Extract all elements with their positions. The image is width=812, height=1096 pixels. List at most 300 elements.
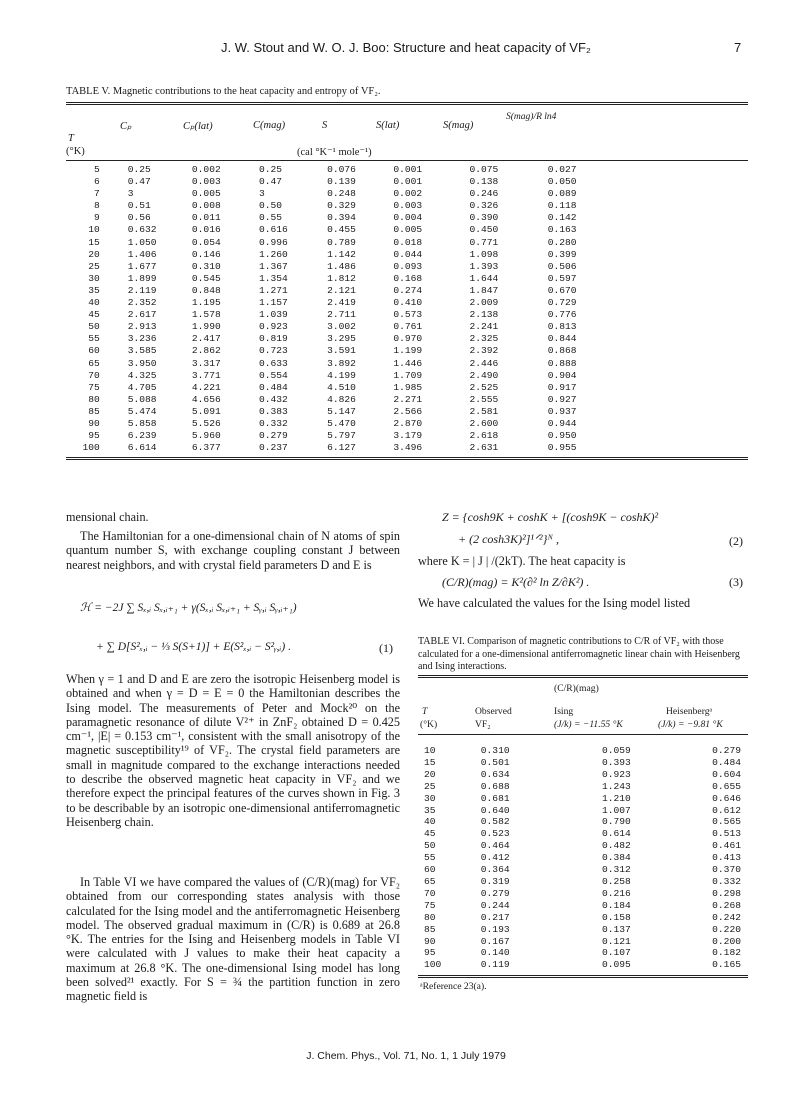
table-cell: 70 <box>88 369 100 381</box>
table-cell: 1.812 <box>327 272 356 284</box>
table6-bottom-rule-2 <box>418 977 748 978</box>
table-row <box>66 297 748 309</box>
table-cell: 6.377 <box>191 442 221 454</box>
table-cell: 1.899 <box>127 272 157 284</box>
table-cell: 0.004 <box>393 212 423 224</box>
table-cell: 0.140 <box>480 947 510 959</box>
table-cell: 0.280 <box>547 236 577 248</box>
t6-h-obs2: VF₂ <box>475 719 491 730</box>
table-row <box>418 912 748 924</box>
table-cell: 0.482 <box>601 840 631 852</box>
table-cell: 6.127 <box>327 442 356 454</box>
table-cell: 0.005 <box>393 224 423 236</box>
table-cell: 0.917 <box>547 381 577 393</box>
table-cell: 5.470 <box>327 417 356 429</box>
table-cell: 0.25 <box>258 164 282 175</box>
table-cell: 1.446 <box>393 357 423 369</box>
t5-h-t: T <box>68 133 74 144</box>
table-row <box>418 924 748 936</box>
table-cell: 2.617 <box>127 309 157 321</box>
table-cell: 5.797 <box>327 430 356 442</box>
table-cell: 0.001 <box>393 176 423 188</box>
table-cell: 3.892 <box>327 357 356 369</box>
table-cell: 1.354 <box>258 272 288 284</box>
table-cell: 2.870 <box>393 417 423 429</box>
table-cell: 0.093 <box>393 260 423 272</box>
table-cell: 2.417 <box>191 333 221 345</box>
table-cell: 5.858 <box>127 417 157 429</box>
table-cell: 0.137 <box>601 923 631 935</box>
table6-top-rule-2 <box>418 677 748 678</box>
table-cell: 1.243 <box>601 780 631 792</box>
table-cell: 95 <box>88 430 100 442</box>
table-cell: 0.089 <box>547 188 577 200</box>
table-cell: 80 <box>88 393 100 405</box>
eq2-line2: + (2 cosh3K)²]¹ᐟ²}ᴺ , <box>458 532 559 546</box>
table-row <box>66 212 748 224</box>
table-row <box>418 888 748 900</box>
table-cell: 45 <box>424 828 436 840</box>
table-cell: 1.039 <box>258 309 288 321</box>
table-row <box>418 793 748 805</box>
table-cell: 0.018 <box>393 236 423 248</box>
table-row <box>418 840 748 852</box>
table-row <box>418 757 748 769</box>
table-cell: 3.496 <box>393 442 423 454</box>
table-cell: 3.591 <box>327 345 356 357</box>
table-cell: 1.406 <box>127 248 157 260</box>
table-cell: 5.147 <box>327 405 356 417</box>
table-cell: 0.640 <box>480 804 510 816</box>
t5-unit-row: (cal °K⁻¹ mole⁻¹) <box>297 147 372 158</box>
table-cell: 0.003 <box>191 176 221 188</box>
table-cell: 0.001 <box>393 164 423 175</box>
table-cell: 0.237 <box>258 442 288 454</box>
t6-h-tunit: (°K) <box>420 719 438 730</box>
table-cell: 2.600 <box>469 417 499 429</box>
table-cell: 0.246 <box>469 188 499 200</box>
table-cell: 0.279 <box>712 745 741 756</box>
table-cell: 0.027 <box>547 164 577 175</box>
table-cell: 0.182 <box>712 947 741 959</box>
table-cell: 2.121 <box>327 284 356 296</box>
table-cell: 70 <box>424 887 436 899</box>
table-row <box>66 285 748 297</box>
table-cell: 0.413 <box>712 852 741 864</box>
table-cell: 0.008 <box>191 200 221 212</box>
table-cell: 0.095 <box>601 959 631 971</box>
table-cell: 0.432 <box>258 393 288 405</box>
table-cell: 3 <box>258 188 265 200</box>
table-cell: 5.088 <box>127 393 157 405</box>
table-cell: 25 <box>88 260 100 272</box>
table-cell: 0.394 <box>327 212 356 224</box>
table-cell: 0.670 <box>547 284 577 296</box>
table-row <box>418 781 748 793</box>
table-cell: 0.50 <box>258 200 282 212</box>
table-cell: 0.771 <box>469 236 499 248</box>
table-cell: 1.644 <box>469 272 499 284</box>
table-cell: 4.221 <box>191 381 221 393</box>
table-cell: 0.632 <box>127 224 157 236</box>
table-cell: 2.490 <box>469 369 499 381</box>
table-cell: 0.56 <box>127 212 151 224</box>
table-cell: 25 <box>424 780 436 792</box>
table-cell: 0.655 <box>712 780 741 792</box>
t5-h-cmag: C(mag) <box>253 120 286 131</box>
table-cell: 85 <box>424 923 436 935</box>
table-cell: 2.631 <box>469 442 499 454</box>
table5-bottom-rule-2 <box>66 459 748 460</box>
table-cell: 0.937 <box>547 405 577 417</box>
table-row <box>66 430 748 442</box>
table-cell: 6.239 <box>127 430 157 442</box>
table-cell: 5.474 <box>127 405 157 417</box>
table-cell: 2.392 <box>469 345 499 357</box>
table-cell: 0.146 <box>191 248 221 260</box>
page-number: 7 <box>734 40 742 55</box>
table-cell: 10 <box>424 745 436 756</box>
table-cell: 0.244 <box>480 899 510 911</box>
table-cell: 0.332 <box>258 417 288 429</box>
left-p3: In Table VI we have compared the values of (C/R)(mag) for VF₂ obtained from our corresponding states analysis with those calculated for the Ising model and the antiferromagnetic Heisenberg model. The observed gradual maximum in (C/R) is 0.689 at 26.8 °K. The entries for the Ising and Heisenberg models in Table VI were calculated with J values to make their heat capacity a maximum at 26.8 °K. The one-dimensional Ising model has long been solved²¹ exactly. For S = ¾ the partition function in zero magnetic field is <box>66 875 400 1004</box>
where-line: where K = | J | /(2kT). The heat capacity is <box>418 554 626 568</box>
table-cell: 30 <box>424 792 436 804</box>
table-cell: 8 <box>93 200 100 212</box>
table-cell: 90 <box>424 935 436 947</box>
table-row <box>418 828 748 840</box>
table5-mid-rule <box>66 160 748 161</box>
t5-h-cplat: Cₚ(lat) <box>183 121 213 132</box>
table6-caption: TABLE VI. Comparison of magnetic contributions to C/R of VF₂ with those calculated for a one-dimensional antiferromagnetic linear chain with Heisenberg and Ising interactions. <box>418 636 740 672</box>
table-row <box>66 345 748 357</box>
table-cell: 0.923 <box>601 768 631 780</box>
table-cell: 0.326 <box>469 200 499 212</box>
table-cell: 0.119 <box>480 959 510 971</box>
table-cell: 0.25 <box>127 164 151 175</box>
table-cell: 0.484 <box>258 381 288 393</box>
table-cell: 0.364 <box>480 864 510 876</box>
table5-body <box>66 164 748 454</box>
table-cell: 1.050 <box>127 236 157 248</box>
table-cell: 1.007 <box>601 804 631 816</box>
table-cell: 0.844 <box>547 333 577 345</box>
table-cell: 40 <box>88 297 100 309</box>
table-cell: 6 <box>93 176 100 188</box>
table-cell: 0.501 <box>480 756 510 768</box>
table-cell: 0.848 <box>191 284 221 296</box>
table-cell: 0.319 <box>480 875 510 887</box>
table-cell: 0.888 <box>547 357 577 369</box>
table-cell: 0.545 <box>191 272 221 284</box>
table-cell: 1.847 <box>469 284 499 296</box>
table-cell: 3.771 <box>191 369 221 381</box>
table-cell: 0.646 <box>712 792 741 804</box>
table-cell: 0.582 <box>480 816 510 828</box>
t5-h-smag: S(mag) <box>443 120 474 131</box>
t5-h-slat: S(lat) <box>376 120 400 131</box>
table-cell: 3.002 <box>327 321 356 333</box>
table-cell: 3.179 <box>393 430 423 442</box>
table-row <box>418 769 748 781</box>
table-cell: 0.184 <box>601 899 631 911</box>
table-cell: 50 <box>88 321 100 333</box>
table-cell: 3.585 <box>127 345 157 357</box>
table-cell: 0.200 <box>712 935 741 947</box>
table-cell: 1.367 <box>258 260 288 272</box>
eq2-number: (2) <box>729 534 743 548</box>
table-row <box>418 959 748 971</box>
table-cell: 0.565 <box>712 816 741 828</box>
table-row <box>66 237 748 249</box>
table-cell: 5.526 <box>191 417 221 429</box>
table-cell: 1.199 <box>393 345 423 357</box>
table-cell: 0.168 <box>393 272 423 284</box>
table-cell: 1.098 <box>469 248 499 260</box>
table-cell: 0.390 <box>469 212 499 224</box>
table-cell: 95 <box>424 947 436 959</box>
table-cell: 0.723 <box>258 345 288 357</box>
table-cell: 0.868 <box>547 345 577 357</box>
table-cell: 0.944 <box>547 417 577 429</box>
table-row <box>66 176 748 188</box>
table-cell: 0.955 <box>547 442 577 454</box>
table-cell: 35 <box>424 804 436 816</box>
table-cell: 4.199 <box>327 369 356 381</box>
table-cell: 4.705 <box>127 381 157 393</box>
t5-h-ratio: S(mag)/R ln4 <box>506 112 557 122</box>
table-cell: 0.612 <box>712 804 741 816</box>
table-cell: 0.076 <box>327 164 356 175</box>
table-cell: 0.761 <box>393 321 423 333</box>
table5-bottom-rule <box>66 457 748 458</box>
table-cell: 75 <box>88 381 100 393</box>
table-cell: 2.271 <box>393 393 423 405</box>
table-cell: 0.003 <box>393 200 423 212</box>
table-cell: 0.002 <box>393 188 423 200</box>
table-row <box>66 442 748 454</box>
table-cell: 45 <box>88 309 100 321</box>
table-cell: 0.412 <box>480 852 510 864</box>
table-cell: 3.236 <box>127 333 157 345</box>
table-cell: 0.279 <box>480 887 510 899</box>
table-cell: 10 <box>88 224 100 236</box>
table-cell: 2.009 <box>469 297 499 309</box>
table-row <box>66 309 748 321</box>
table-cell: 0.776 <box>547 309 577 321</box>
table-row <box>66 249 748 261</box>
table-cell: 0.681 <box>480 792 510 804</box>
table-cell: 0.597 <box>547 272 577 284</box>
table-cell: 20 <box>424 768 436 780</box>
table-cell: 2.119 <box>127 284 157 296</box>
table-cell: 0.059 <box>601 745 631 756</box>
eq3: (C/R)(mag) = K²(∂² ln Z/∂K²) . <box>442 575 590 589</box>
table-cell: 50 <box>424 840 436 852</box>
t6-h-ising2: (J/k) = −11.55 °K <box>554 719 623 730</box>
table-cell: 0.298 <box>712 887 741 899</box>
table-cell: 0.47 <box>258 176 282 188</box>
table-cell: 0.904 <box>547 369 577 381</box>
table-cell: 2.711 <box>327 309 356 321</box>
table-cell: 0.506 <box>547 260 577 272</box>
table-cell: 1.709 <box>393 369 423 381</box>
table-cell: 0.813 <box>547 321 577 333</box>
table-cell: 2.913 <box>127 321 157 333</box>
table-cell: 2.862 <box>191 345 221 357</box>
table-cell: 0.142 <box>547 212 577 224</box>
table-cell: 0.329 <box>327 200 356 212</box>
table-cell: 1.985 <box>393 381 423 393</box>
table-cell: 1.210 <box>601 792 631 804</box>
table-cell: 0.927 <box>547 393 577 405</box>
table-cell: 1.578 <box>191 309 221 321</box>
table-cell: 3.950 <box>127 357 157 369</box>
table-cell: 0.790 <box>601 816 631 828</box>
table-cell: 2.525 <box>469 381 499 393</box>
table-cell: 0.370 <box>712 864 741 876</box>
table-cell: 20 <box>88 248 100 260</box>
table-cell: 0.011 <box>191 212 221 224</box>
table-cell: 60 <box>424 864 436 876</box>
table-cell: 0.688 <box>480 780 510 792</box>
table-cell: 1.677 <box>127 260 157 272</box>
table-cell: 0.216 <box>601 887 631 899</box>
t5-h-tunit: (°K) <box>66 146 85 157</box>
table-cell: 0.616 <box>258 224 288 236</box>
table-cell: 4.826 <box>327 393 356 405</box>
table-row <box>66 333 748 345</box>
table-cell: 35 <box>88 284 100 296</box>
table-cell: 0.523 <box>480 828 510 840</box>
table-row <box>66 370 748 382</box>
table6-bottom-rule <box>418 975 748 976</box>
table-cell: 7 <box>93 188 100 200</box>
table-cell: 5 <box>93 164 100 175</box>
table-row <box>66 382 748 394</box>
table-cell: 0.604 <box>712 768 741 780</box>
table-cell: 0.383 <box>258 405 288 417</box>
table-cell: 0.165 <box>712 959 741 971</box>
eq1-line2: + ∑ D[S²ₓ,ᵢ − ⅓ S(S+1)] + E(S²ₓ,ᵢ − S²ᵧ,ᵢ) . <box>96 641 291 653</box>
table-cell: 60 <box>88 345 100 357</box>
table-cell: 1.195 <box>191 297 221 309</box>
table-cell: 1.990 <box>191 321 221 333</box>
table-cell: 3.317 <box>191 357 221 369</box>
t6-h-t: T <box>422 706 428 717</box>
table-cell: 3 <box>127 188 134 200</box>
table-cell: 0.484 <box>712 756 741 768</box>
table-cell: 0.121 <box>601 935 631 947</box>
table-cell: 0.970 <box>393 333 423 345</box>
table-cell: 0.050 <box>547 176 577 188</box>
table-cell: 0.258 <box>601 875 631 887</box>
table-cell: 0.274 <box>393 284 423 296</box>
table-row <box>66 224 748 236</box>
table-cell: 0.573 <box>393 309 423 321</box>
table-cell: 2.352 <box>127 297 157 309</box>
table6-footnote: ᵃReference 23(a). <box>420 981 487 992</box>
table-cell: 0.455 <box>327 224 356 236</box>
table-cell: 0.016 <box>191 224 221 236</box>
table-row <box>418 876 748 888</box>
table-cell: 5.960 <box>191 430 221 442</box>
table-cell: 0.138 <box>469 176 499 188</box>
t5-h-cp: Cₚ <box>120 121 132 132</box>
table6-body <box>418 745 748 971</box>
table-cell: 1.260 <box>258 248 288 260</box>
table-cell: 0.107 <box>601 947 631 959</box>
table-cell: 0.118 <box>547 200 577 212</box>
right-p4: We have calculated the values for the Ising model listed <box>418 596 691 610</box>
table-row <box>418 936 748 948</box>
table-cell: 6.614 <box>127 442 157 454</box>
table-cell: 0.139 <box>327 176 356 188</box>
table-cell: 0.789 <box>327 236 356 248</box>
table-row <box>418 947 748 959</box>
table-cell: 1.271 <box>258 284 288 296</box>
table-cell: 0.167 <box>480 935 510 947</box>
table-cell: 2.241 <box>469 321 499 333</box>
table-cell: 0.332 <box>712 875 741 887</box>
table-cell: 65 <box>424 875 436 887</box>
left-p0: mensional chain. <box>66 510 149 524</box>
left-p2: When γ = 1 and D and E are zero the isotropic Heisenberg model is obtained and when γ = D = E = 0 the Hamiltonian describes the Ising model. The measurements of Peter and Mock²⁰ on the paramagnetic resonance of dilute V²⁺ in ZnF₂ obtained D = 0.425 cm⁻¹, |E| = 0.153 cm⁻¹, consistent with the small anisotropy of the magnetic susceptibility¹⁹ of VF₂. The crystal field parameters are small in magnitude compared to the exchange interactions needed to describe the observed magnetic heat capacity in VF₂ and we therefore expect the principal features of the curves shown in Fig. 3 to be describable by an isotropic one-dimensional antiferromagnetic Heisenberg chain. <box>66 672 400 829</box>
table-cell: 2.566 <box>393 405 423 417</box>
table-cell: 0.513 <box>712 828 741 840</box>
table-row <box>418 745 748 757</box>
running-header: J. W. Stout and W. O. J. Boo: Structure and heat capacity of VF₂ <box>221 40 591 55</box>
table-cell: 0.163 <box>547 224 577 236</box>
table-cell: 0.996 <box>258 236 288 248</box>
table-cell: 0.248 <box>327 188 356 200</box>
table-cell: 55 <box>424 852 436 864</box>
table-cell: 0.819 <box>258 333 288 345</box>
table6-mid-rule <box>418 734 748 735</box>
table-cell: 55 <box>88 333 100 345</box>
table-cell: 2.581 <box>469 405 499 417</box>
table-row <box>66 273 748 285</box>
table-row <box>418 805 748 817</box>
table-row <box>418 816 748 828</box>
table5-caption: TABLE V. Magnetic contributions to the heat capacity and entropy of VF₂. <box>66 86 381 97</box>
table-row <box>66 394 748 406</box>
t6-h-heis2: (J/k) = −9.81 °K <box>658 719 723 730</box>
table-cell: 15 <box>88 236 100 248</box>
table-cell: 100 <box>82 442 100 454</box>
table-cell: 0.005 <box>191 188 221 200</box>
table-row <box>66 418 748 430</box>
table-cell: 0.950 <box>547 430 577 442</box>
eq1-line1: ℋ = −2J ∑ Sₓ,ᵢ Sₓ,ᵢ₊₁ + γ(Sₓ,ᵢ Sₓ,ᵢ₊₁ + Sᵧ,ᵢ Sᵧ,ᵢ₊₁) <box>80 602 297 614</box>
table-cell: 3.295 <box>327 333 356 345</box>
eq3-number: (3) <box>729 575 743 589</box>
table-cell: 0.044 <box>393 248 423 260</box>
table-cell: 0.268 <box>712 899 741 911</box>
table-row <box>66 406 748 418</box>
table-cell: 0.217 <box>480 911 510 923</box>
table-cell: 40 <box>424 816 436 828</box>
table-cell: 2.138 <box>469 309 499 321</box>
table-cell: 4.656 <box>191 393 221 405</box>
table-cell: 30 <box>88 272 100 284</box>
table-cell: 1.142 <box>327 248 356 260</box>
table-cell: 0.220 <box>712 923 741 935</box>
table-cell: 0.242 <box>712 911 741 923</box>
table-cell: 100 <box>424 959 442 971</box>
table-cell: 0.729 <box>547 297 577 309</box>
table-cell: 0.923 <box>258 321 288 333</box>
